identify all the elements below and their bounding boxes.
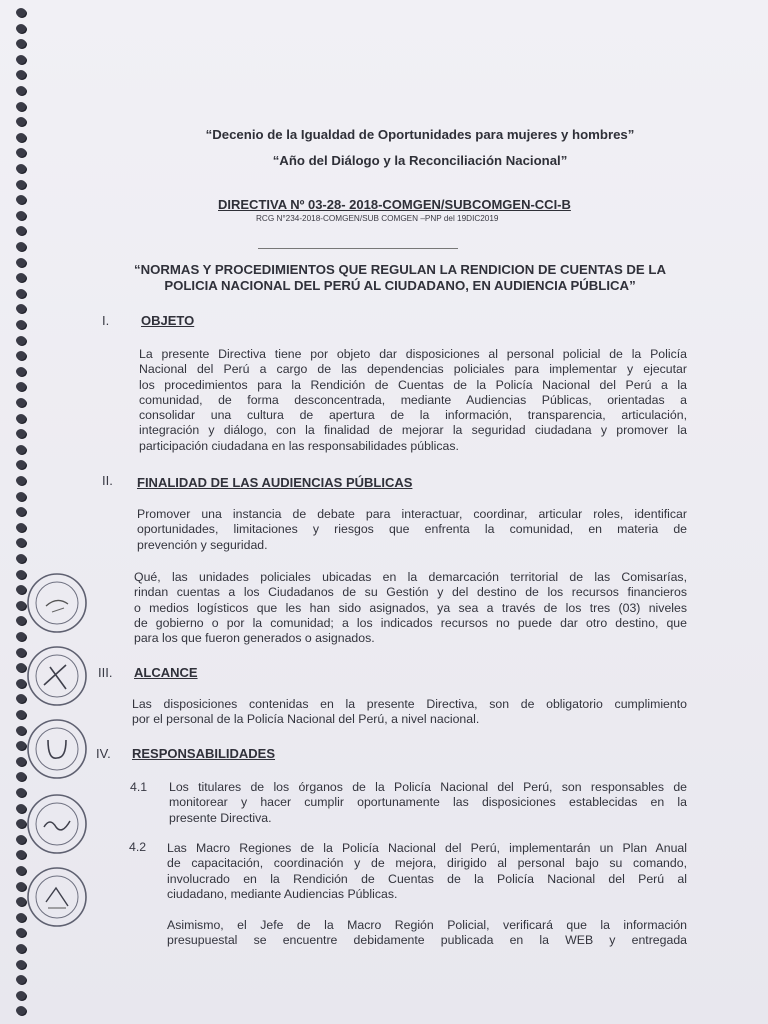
text-line: rindan cuentas a los Ciudadanos de su Gestión y del destino de los recursos financieros xyxy=(134,585,687,600)
text-line: involucrado en la Rendición de Cuentas de la Policía Nacional del Perú al xyxy=(167,871,687,886)
text-line: Las disposiciones contenidas en la presente Directiva, son de obligatorio cumplimiento xyxy=(132,697,687,711)
binding-hole xyxy=(16,70,26,79)
text-line: consolidar una cultura de apertura de la información, transparencia, articulación, xyxy=(139,408,687,423)
binding-hole xyxy=(16,320,26,329)
binding-hole xyxy=(16,835,26,844)
binding-hole xyxy=(16,226,26,235)
year-header: “Año del Diálogo y la Reconciliación Nacional” xyxy=(272,153,568,168)
text-line: Asimismo, el Jefe de la Macro Región Policial, verificará que la información xyxy=(167,918,687,932)
binding-hole xyxy=(16,570,26,579)
binding-hole xyxy=(16,523,26,532)
binding-hole xyxy=(16,850,26,859)
section-title-objeto: OBJETO xyxy=(141,313,195,328)
binding-hole xyxy=(16,86,26,95)
binding-hole xyxy=(16,882,26,891)
binding-hole xyxy=(16,507,26,516)
seal-stamp-4 xyxy=(26,793,88,855)
section-title-alcance: ALCANCE xyxy=(134,665,198,680)
text-line: para los que fueron generados o asignados. xyxy=(134,631,375,646)
text-line: Promover una instancia de debate para interactuar, coordinar, articular roles, identificar xyxy=(137,507,687,521)
item-paragraph xyxy=(167,841,687,902)
binding-hole xyxy=(16,242,26,251)
text-line: de gobierno o por la comunidad; a los indicados recursos no puede dar otro destino, que xyxy=(134,615,687,630)
text-line: o medios logísticos que les han sido asignados, ya sea a través de los tres (03) niveles xyxy=(134,600,687,615)
text-line: oportunidades, limitaciones y riesgos que enfrenta la comunidad, en materia de xyxy=(137,522,687,537)
binding-hole xyxy=(16,414,26,423)
title-line-2: POLICIA NACIONAL DEL PERÚ AL CIUDADANO, EN AUDIENCIA PÚBLICA” xyxy=(164,278,636,293)
section-title-finalidad: FINALIDAD DE LAS AUDIENCIAS PÚBLICAS xyxy=(137,475,413,490)
binding-hole xyxy=(16,39,26,48)
text-line: de capacitación, coordinación y de mejora, dirigido al personal bajo su comando, xyxy=(167,856,687,871)
section-number: III. xyxy=(98,665,113,680)
binding-hole xyxy=(16,960,26,969)
binding-hole xyxy=(16,211,26,220)
paragraph xyxy=(134,570,687,646)
seal-stamp-1 xyxy=(26,572,88,634)
binding-hole xyxy=(16,180,26,189)
binding-hole xyxy=(16,726,26,735)
text-line: ciudadano, mediante Audiencias Públicas. xyxy=(167,886,398,901)
section-number: II. xyxy=(102,473,113,488)
text-line: por el personal de la Policía Nacional del Perú, a nivel nacional. xyxy=(132,712,480,727)
binding-hole xyxy=(16,757,26,766)
text-line: comunidad, de forma desconcentrada, mediante Audiencias Públicas, orientadas a xyxy=(139,392,687,407)
binding-hole xyxy=(16,164,26,173)
continuation-paragraph xyxy=(167,918,687,949)
binding-hole xyxy=(16,445,26,454)
binding-hole xyxy=(16,476,26,485)
binding-hole xyxy=(16,991,26,1000)
binding-hole xyxy=(16,55,26,64)
text-line: integración y diálogo, con la finalidad de mejorar la seguridad ciudadana y promover la xyxy=(139,423,687,438)
item-paragraph xyxy=(169,780,687,826)
binding-hole xyxy=(16,601,26,610)
binding-hole xyxy=(16,398,26,407)
binding-hole xyxy=(16,741,26,750)
text-line: los procedimientos para la Rendición de Cuentas de la Policía Nacional del Perú a la xyxy=(139,377,687,392)
text-line: La presente Directiva tiene por objeto dar disposiciones al personal policial de la Policía xyxy=(139,347,687,361)
binding-hole xyxy=(16,1006,26,1015)
binding-hole xyxy=(16,304,26,313)
section-number: I. xyxy=(102,313,110,328)
binding-hole xyxy=(16,928,26,937)
binding-hole xyxy=(16,273,26,282)
binding-hole xyxy=(16,258,26,267)
binding-hole xyxy=(16,975,26,984)
paragraph xyxy=(132,697,687,728)
seal-stamp-5 xyxy=(26,866,88,928)
directive-number: DIRECTIVA Nº 03-28- 2018-COMGEN/SUBCOMGEN-CCI-B xyxy=(218,197,571,212)
binding-hole xyxy=(16,554,26,563)
section-number: IV. xyxy=(96,746,111,761)
document-title xyxy=(100,262,700,294)
rcg-reference: RCG N°234-2018-COMGEN/SUB COMGEN –PNP del 19DIC2019 xyxy=(256,214,499,223)
text-line: presupuestal se encuentre debidamente publicada en la WEB y entregada xyxy=(167,933,687,948)
binding-hole xyxy=(16,538,26,547)
binding-hole xyxy=(16,772,26,781)
binding-hole xyxy=(16,819,26,828)
binding-hole xyxy=(16,24,26,33)
binding-hole xyxy=(16,632,26,641)
text-line: Los titulares de los órganos de la Policía Nacional del Perú, son responsables de xyxy=(169,780,687,794)
decade-header: “Decenio de la Igualdad de Oportunidades para mujeres y hombres” xyxy=(205,127,635,142)
binding-hole xyxy=(16,336,26,345)
text-line: prevención y seguridad. xyxy=(137,537,268,552)
text-line: presente Directiva. xyxy=(169,810,272,825)
section-title-responsabilidades: RESPONSABILIDADES xyxy=(132,746,276,761)
binding-hole xyxy=(16,382,26,391)
binding-hole xyxy=(16,148,26,157)
binding-hole xyxy=(16,804,26,813)
binding-hole xyxy=(16,710,26,719)
binding-hole xyxy=(16,351,26,360)
binding-hole xyxy=(16,663,26,672)
text-line: participación ciudadana en las responsabilidades públicas. xyxy=(139,438,459,453)
paragraph xyxy=(139,347,687,454)
binding-hole xyxy=(16,679,26,688)
binding-hole xyxy=(16,788,26,797)
binding-hole xyxy=(16,492,26,501)
binding-hole xyxy=(16,102,26,111)
binding-hole xyxy=(16,195,26,204)
text-line: Qué, las unidades policiales ubicadas en la demarcación territorial de las Comisarías, xyxy=(134,570,687,584)
seal-stamp-2 xyxy=(26,645,88,707)
binding-hole xyxy=(16,367,26,376)
binding-hole xyxy=(16,429,26,438)
title-line-1: “NORMAS Y PROCEDIMIENTOS QUE REGULAN LA RENDICION DE CUENTAS DE LA xyxy=(134,262,666,277)
binding-hole xyxy=(16,648,26,657)
seal-stamp-3 xyxy=(26,718,88,780)
paragraph xyxy=(137,507,687,553)
binding-hole xyxy=(16,117,26,126)
binding-hole xyxy=(16,133,26,142)
binding-hole xyxy=(16,585,26,594)
binding-hole xyxy=(16,616,26,625)
text-line: Las Macro Regiones de la Policía Nacional del Perú, implementarán un Plan Anual xyxy=(167,841,687,855)
binding-hole xyxy=(16,913,26,922)
binding-hole xyxy=(16,866,26,875)
binding-hole xyxy=(16,694,26,703)
binding-hole xyxy=(16,944,26,953)
divider xyxy=(258,248,458,249)
text-line: Nacional del Perú a cargo de las dependencias policiales para implementar y ejecutar xyxy=(139,362,687,377)
item-number: 4.1 xyxy=(130,780,148,794)
binding-hole xyxy=(16,897,26,906)
binding-hole xyxy=(16,8,26,17)
binding-hole xyxy=(16,289,26,298)
binding-hole xyxy=(16,460,26,469)
text-line: monitorear y hacer cumplir oportunamente las disposiciones establecidas en la xyxy=(169,795,687,810)
item-number: 4.2 xyxy=(129,840,147,854)
